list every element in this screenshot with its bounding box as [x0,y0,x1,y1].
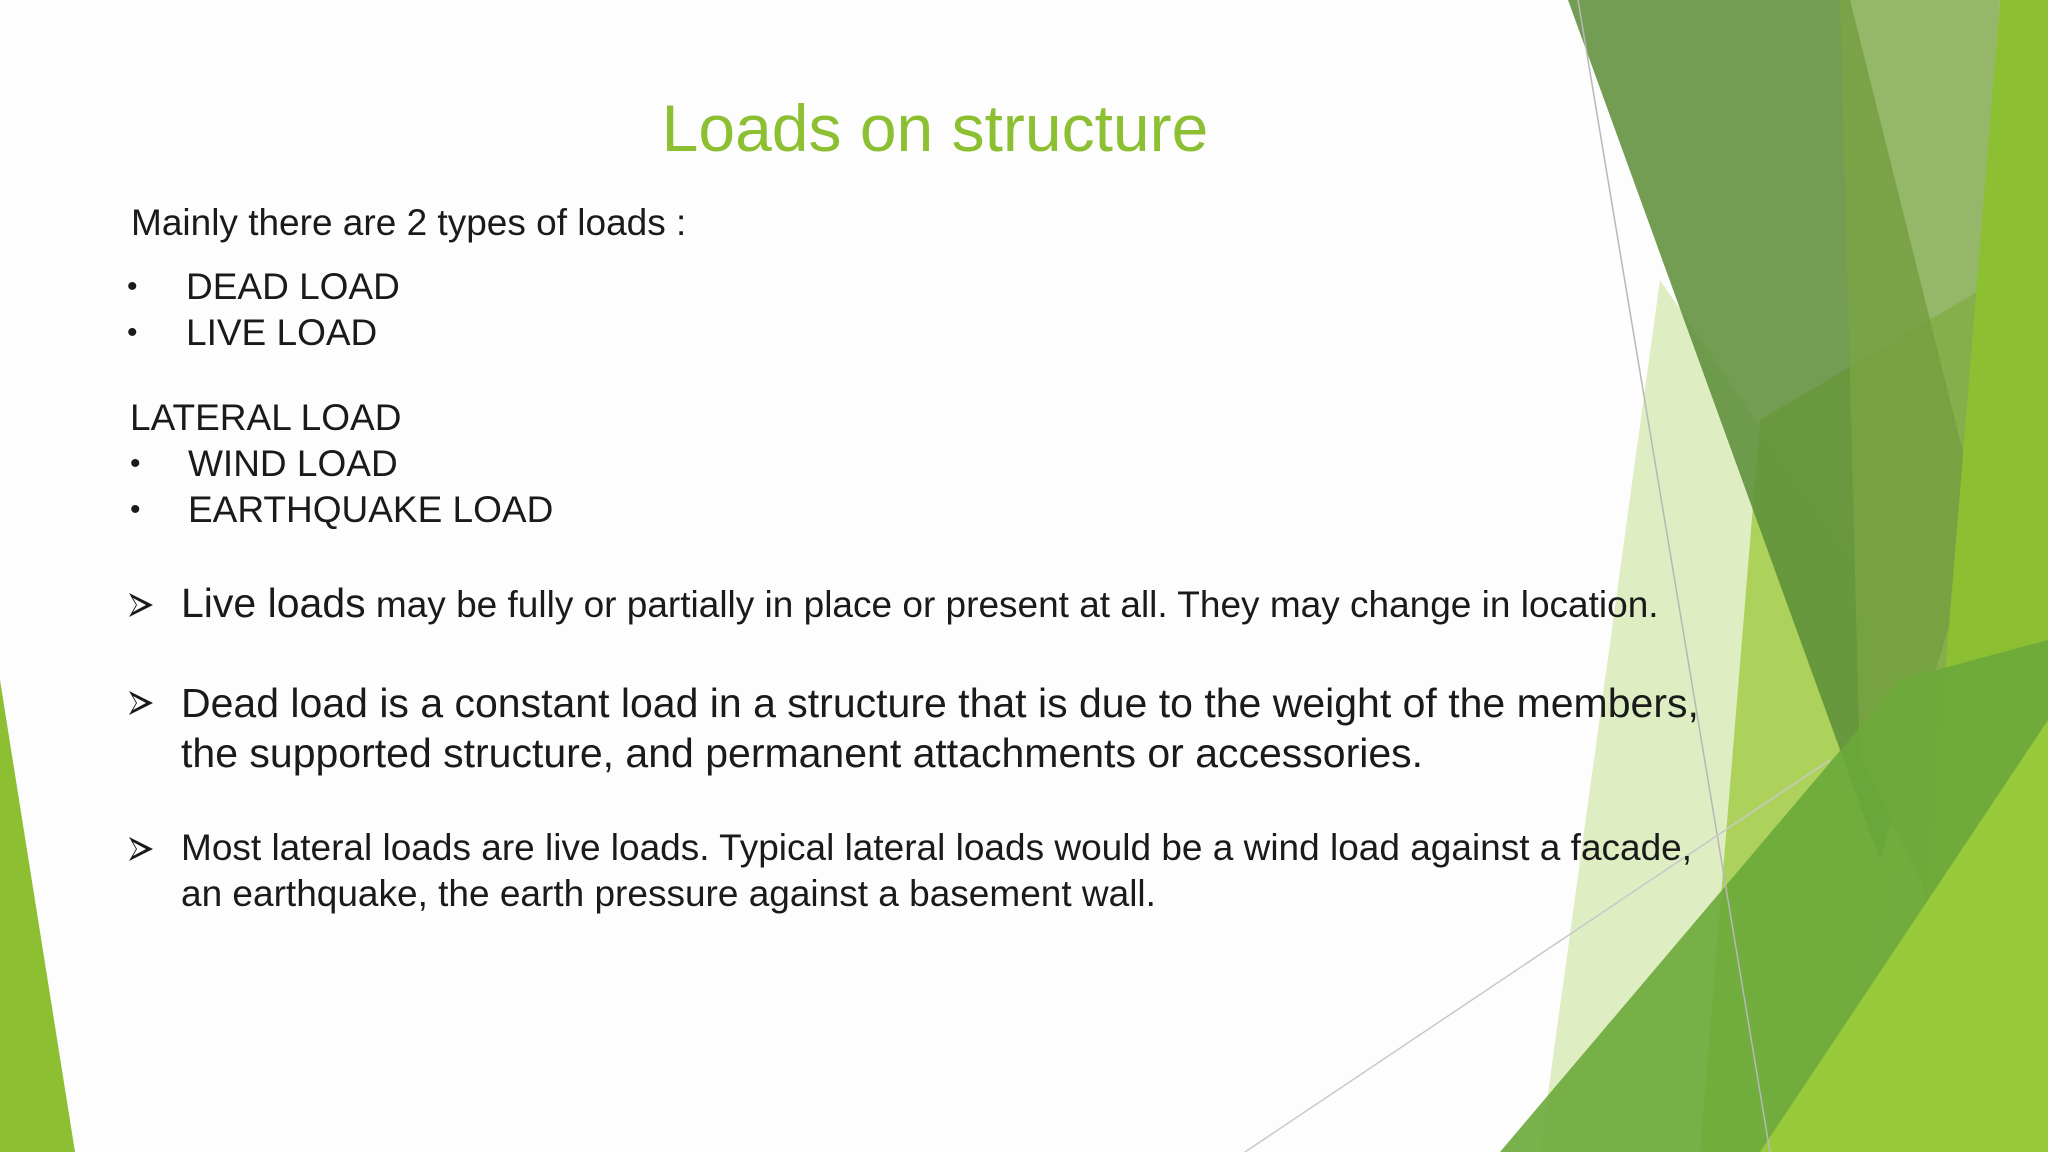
point-lateral-line1: Most lateral loads are live loads. Typical lateral loads would be a wind load against a facade, [181,827,1693,868]
point-dead-load-line1: Dead load is a constant load in a structure that is due to the weight of the members, [181,680,1699,726]
point-lateral-line2: an earthquake, the earth pressure against a basement wall. [181,873,1156,914]
intro-text: Mainly there are 2 types of loads : [131,202,687,243]
live-loads-lead: Live loads [181,580,366,626]
slide-title: Loads on structure [661,91,1209,165]
left-green-wedge [0,680,75,1152]
bullet-earthquake-load: • [130,493,141,526]
item-dead-load: DEAD LOAD [186,266,400,307]
arrow-bullet-icon [126,590,156,620]
bullet-wind-load: • [130,447,141,480]
bullet-dead-load: • [127,270,138,303]
bullet-live-load: • [127,316,138,349]
point-dead-load-line2: the supported structure, and permanent attachments or accessories. [181,730,1424,776]
live-loads-rest: may be fully or partially in place or present at all. They may change in location. [365,584,1659,625]
item-earthquake-load: EARTHQUAKE LOAD [188,489,554,530]
item-wind-load: WIND LOAD [188,443,398,484]
lateral-heading: LATERAL LOAD [130,397,402,438]
point-live-loads [181,580,1659,628]
arrow-bullet-icon [126,688,156,718]
arrow-bullet-icon [126,834,156,864]
item-live-load: LIVE LOAD [186,312,378,353]
